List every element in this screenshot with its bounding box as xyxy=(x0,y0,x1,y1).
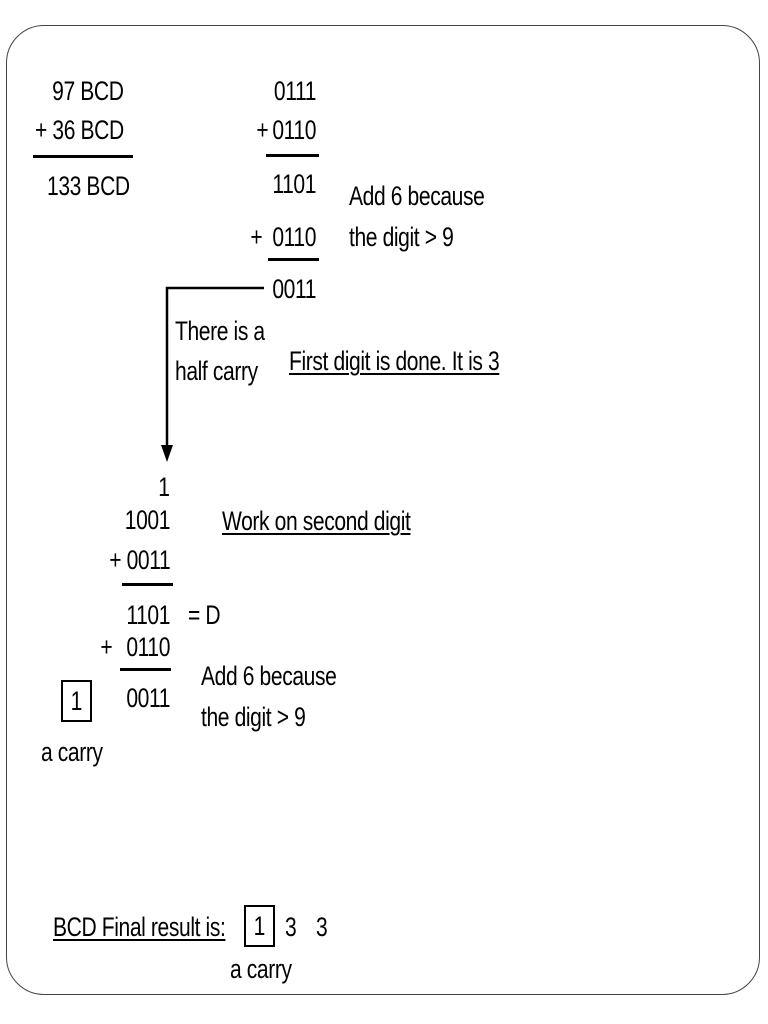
first-digit-correction: 0110 xyxy=(272,222,316,252)
final-digit-1: 3 xyxy=(285,912,297,942)
second-digit-corr-sign: + xyxy=(100,632,112,662)
first-digit-done-note: First digit is done. It is 3 xyxy=(289,346,500,376)
second-digit-carry-in: 1 xyxy=(158,472,170,502)
decimal-addend-2: + 36 BCD xyxy=(35,115,124,145)
second-digit-equals-d: = D xyxy=(188,600,221,630)
final-carry-box: 1 xyxy=(244,905,275,947)
second-digit-result: 0011 xyxy=(126,683,170,713)
final-digit-2: 3 xyxy=(316,912,328,942)
second-digit-addend-a: 1001 xyxy=(124,505,170,535)
first-digit-addend-a: 0111 xyxy=(273,76,316,106)
half-carry-line2: half carry xyxy=(175,356,258,386)
first-digit-result: 0011 xyxy=(272,274,316,304)
first-digit-plus-sign: + xyxy=(256,115,268,145)
first-digit-corr-sign: + xyxy=(250,222,262,252)
second-digit-addend-b: + 0011 xyxy=(108,545,170,575)
second-digit-sum: 1101 xyxy=(126,600,170,630)
half-carry-line1: There is a xyxy=(175,316,265,346)
second-digit-note-line2: the digit > 9 xyxy=(201,702,306,732)
second-digit-rule-2 xyxy=(120,668,171,671)
second-digit-correction: 0110 xyxy=(126,632,170,662)
final-result-label: BCD Final result is: xyxy=(53,912,226,942)
final-carry-label: a carry xyxy=(230,954,292,984)
second-digit-carry-box: 1 xyxy=(61,680,92,722)
first-digit-note-line2: the digit > 9 xyxy=(349,222,454,252)
decimal-result: 133 BCD xyxy=(47,171,130,201)
decimal-addend-1: 97 BCD xyxy=(52,76,124,106)
second-digit-carry-label: a carry xyxy=(41,737,103,767)
first-digit-addend-b: 0110 xyxy=(272,115,316,145)
second-digit-note-line1: Add 6 because xyxy=(201,661,337,691)
first-digit-note-line1: Add 6 because xyxy=(349,181,485,211)
first-digit-sum: 1101 xyxy=(272,169,316,199)
second-digit-heading: Work on second digit xyxy=(222,506,411,536)
second-digit-rule-1 xyxy=(122,583,173,586)
